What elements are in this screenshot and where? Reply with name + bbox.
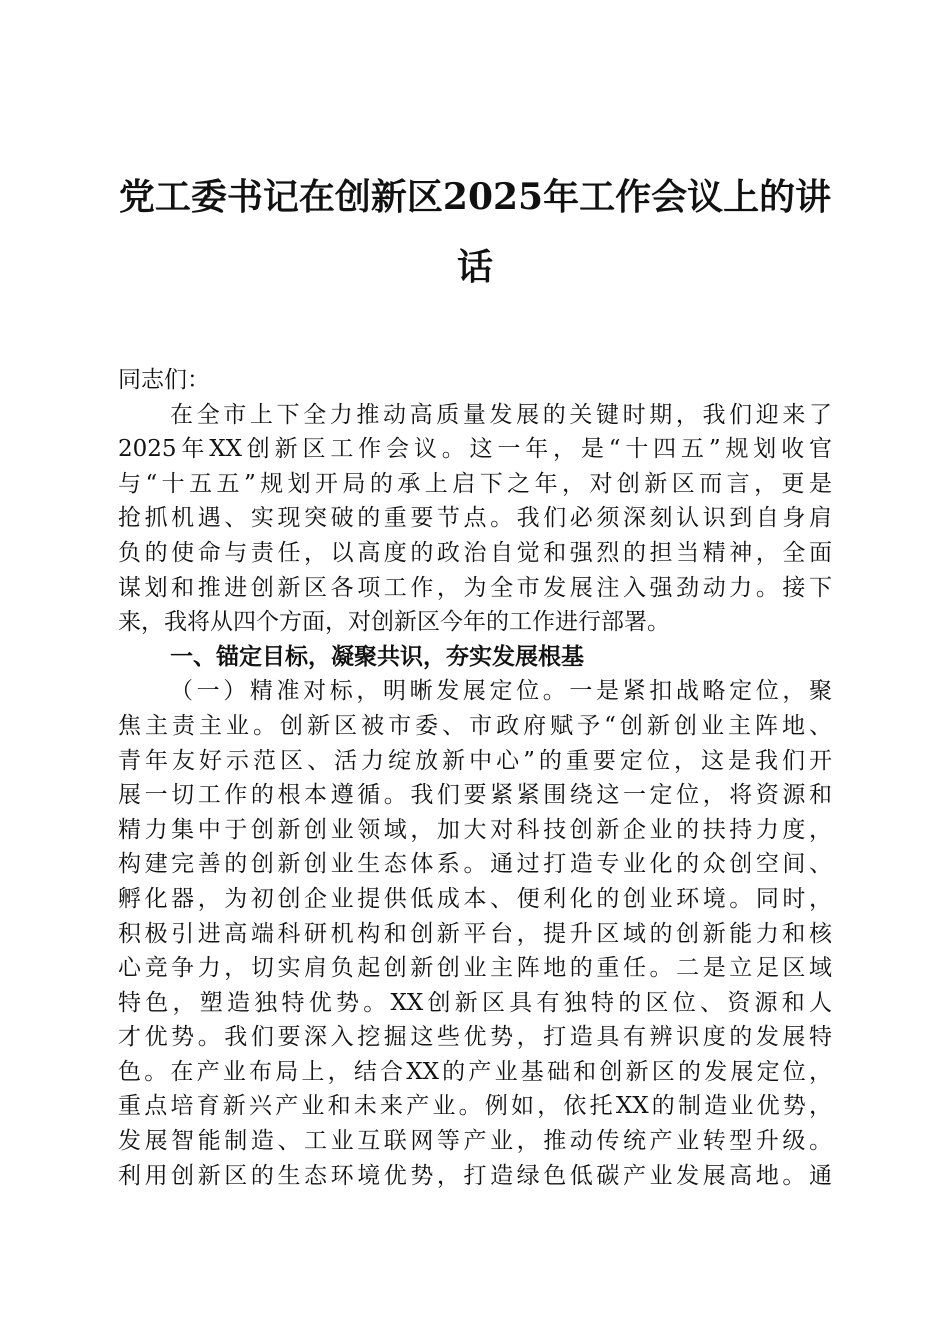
paragraph-line: 利用创新区的生态环境优势，打造绿色低碳产业发展高地。通 [118,1162,832,1189]
paragraph-line: 色。在产业布局上，结合XX的产业基础和创新区的发展定位， [118,1058,832,1085]
paragraph-line: 焦主责主业。创新区被市委、市政府赋予“创新创业主阵地、 [118,712,832,739]
document-body [118,363,832,1193]
paragraph-intro [118,398,832,640]
title-line-2: 话 [456,246,493,288]
paragraph-section-1 [118,674,832,1193]
paragraph-line: 重点培育新兴产业和未来产业。例如，依托XX的制造业优势， [118,1093,832,1120]
paragraph-line: 负的使命与责任，以高度的政治自觉和强烈的担当精神，全面 [118,539,832,566]
paragraph-line: 与“十五五”规划开局的承上启下之年，对创新区而言，更是 [118,470,832,497]
paragraph-line: 抢抓机遇、实现突破的重要节点。我们必须深刻认识到自身肩 [118,505,832,532]
title-line-1: 党工委书记在创新区2025年工作会议上的讲 [118,176,832,218]
paragraph-line: 发展智能制造、工业互联网等产业，推动传统产业转型升级。 [118,1128,832,1155]
paragraph-line: 在全市上下全力推动高质量发展的关键时期，我们迎来了 [170,401,832,428]
paragraph-line: 积极引进高端科研机构和创新平台，提升区域的创新能力和核 [118,920,832,947]
paragraph-line: 才优势。我们要深入挖掘这些优势，打造具有辨识度的发展特 [118,1024,832,1051]
paragraph-line: （一）精准对标，明晰发展定位。一是紧扣战略定位，聚 [170,678,832,705]
paragraph-line: 特色，塑造独特优势。XX创新区具有独特的区位、资源和人 [118,989,832,1016]
paragraph-line: 来，我将从四个方面，对创新区今年的工作进行部署。 [118,609,670,636]
paragraph-line: 心竞争力，切实肩负起创新创业主阵地的重任。二是立足区域 [118,955,832,982]
paragraph-line: 青年友好示范区、活力绽放新中心”的重要定位，这是我们开 [118,747,832,774]
paragraph-line: 谋划和推进创新区各项工作，为全市发展注入强劲动力。接下 [118,574,832,601]
section-heading-1: 一、锚定目标，凝聚共识，夯实发展根基 [170,642,584,670]
document-title [118,162,832,302]
paragraph-line: 2025年XX创新区工作会议。这一年，是“十四五”规划收官 [118,436,832,463]
paragraph-line: 构建完善的创新创业生态体系。通过打造专业化的众创空间、 [118,851,832,878]
paragraph-line: 展一切工作的根本遵循。我们要紧紧围绕这一定位，将资源和 [118,782,832,809]
salutation: 同志们： [118,367,210,393]
paragraph-line: 精力集中于创新创业领域，加大对科技创新企业的扶持力度， [118,816,832,843]
paragraph-line: 孵化器，为初创企业提供低成本、便利化的创业环境。同时， [118,885,832,912]
